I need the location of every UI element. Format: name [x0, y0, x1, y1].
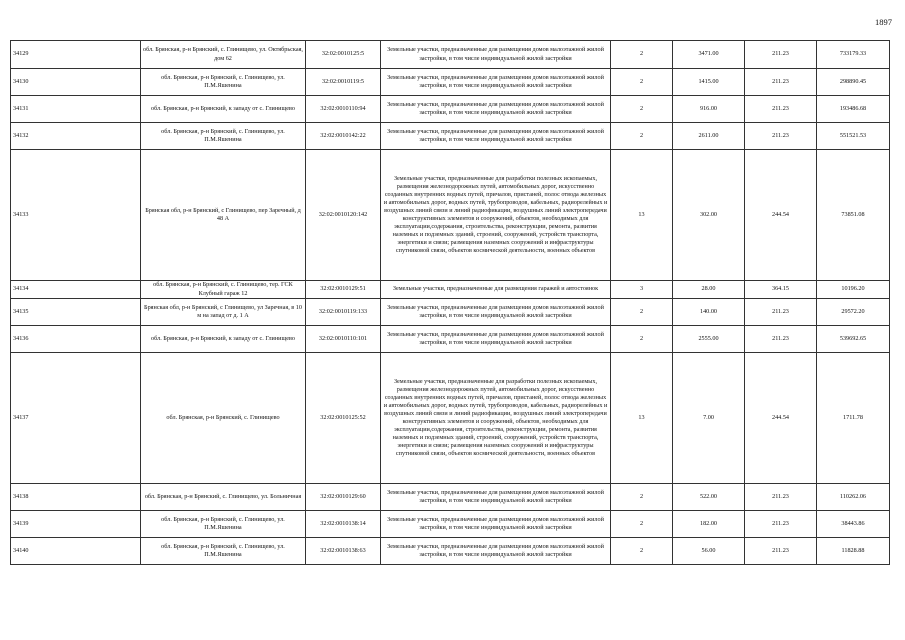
- address-cell: обл. Брянская, р-н Брянский, с. Глинищево, ул. Октябрьская, дом 62: [141, 41, 306, 69]
- address-cell: Брянская обл, р-н Брянский, с Глинищево, ул Заречная, в 10 м на запад от д. 1 А: [141, 299, 306, 326]
- specific-value-cell: 211.23: [745, 41, 817, 69]
- cadastral-value-table: [10, 40, 890, 565]
- address-cell: обл. Брянская, р-н Брянский, с. Глинищево, ул. П.М.Яшенина: [141, 511, 306, 538]
- land-use-cell: Земельные участки, предназначенные для размещения домов малоэтажной жилой застройки, в том числе индивидуальной жилой застройки: [381, 299, 611, 326]
- cadastral-number-cell: 32:02:0010138:63: [306, 538, 381, 565]
- cadastral-number-cell: 32:02:0010120:142: [306, 150, 381, 281]
- use-group-code-cell: 2: [611, 511, 673, 538]
- cadastral-value-cell: 539692.65: [817, 326, 890, 353]
- cadastral-number-cell: 32:02:0010138:14: [306, 511, 381, 538]
- area-cell: 140.00: [673, 299, 745, 326]
- specific-value-cell: 211.23: [745, 299, 817, 326]
- use-group-code-cell: 2: [611, 326, 673, 353]
- row-number: 34139: [11, 511, 141, 538]
- address-cell: обл. Брянская, р-н Брянский, к западу от с. Глинищево: [141, 326, 306, 353]
- cadastral-value-cell: 1711.78: [817, 353, 890, 484]
- land-use-cell: Земельные участки, предназначенные для размещения домов малоэтажной жилой застройки, в том числе индивидуальной жилой застройки: [381, 69, 611, 96]
- row-number: 34130: [11, 69, 141, 96]
- cadastral-number-cell: 32:02:0010110:94: [306, 96, 381, 123]
- area-cell: 916.00: [673, 96, 745, 123]
- use-group-code-cell: 2: [611, 123, 673, 150]
- specific-value-cell: 364.15: [745, 281, 817, 299]
- land-use-cell: Земельные участки, предназначенные для размещения гаражей и автостоянок: [381, 281, 611, 299]
- use-group-code-cell: 13: [611, 150, 673, 281]
- land-use-cell: Земельные участки, предназначенные для размещения домов малоэтажной жилой застройки, в том числе индивидуальной жилой застройки: [381, 484, 611, 511]
- cadastral-number-cell: 32:02:0010129:51: [306, 281, 381, 299]
- row-number: 34135: [11, 299, 141, 326]
- specific-value-cell: 211.23: [745, 123, 817, 150]
- use-group-code-cell: 2: [611, 96, 673, 123]
- address-cell: обл. Брянская, р-н Брянский, с. Глинищево, ул. Больничная: [141, 484, 306, 511]
- specific-value-cell: 211.23: [745, 69, 817, 96]
- land-use-cell: Земельные участки, предназначенные для размещения домов малоэтажной жилой застройки, в том числе индивидуальной жилой застройки: [381, 511, 611, 538]
- use-group-code-cell: 2: [611, 538, 673, 565]
- row-number: 34137: [11, 353, 141, 484]
- cadastral-value-cell: 73851.08: [817, 150, 890, 281]
- table-row: [11, 69, 890, 96]
- cadastral-number-cell: 32:02:0010119:133: [306, 299, 381, 326]
- area-cell: 28.00: [673, 281, 745, 299]
- cadastral-value-cell: 298890.45: [817, 69, 890, 96]
- use-group-code-cell: 2: [611, 484, 673, 511]
- use-group-code-cell: 13: [611, 353, 673, 484]
- cadastral-number-cell: 32:02:0010129:60: [306, 484, 381, 511]
- table-row: [11, 96, 890, 123]
- table-row: [11, 123, 890, 150]
- land-use-cell: Земельные участки, предназначенные для размещения домов малоэтажной жилой застройки, в том числе индивидуальной жилой застройки: [381, 538, 611, 565]
- address-cell: обл. Брянская, р-н Брянский, с. Глинищево, ул. П.М.Яшенина: [141, 123, 306, 150]
- use-group-code-cell: 3: [611, 281, 673, 299]
- address-cell: обл. Брянская, р-н Брянский, с. Глинищево, ул. П.М.Яшенина: [141, 69, 306, 96]
- area-cell: 1415.00: [673, 69, 745, 96]
- specific-value-cell: 211.23: [745, 484, 817, 511]
- table-row: [11, 326, 890, 353]
- table-row: [11, 281, 890, 299]
- row-number: 34133: [11, 150, 141, 281]
- specific-value-cell: 211.23: [745, 511, 817, 538]
- area-cell: 2611.00: [673, 123, 745, 150]
- row-number: 34138: [11, 484, 141, 511]
- area-cell: 522.00: [673, 484, 745, 511]
- specific-value-cell: 211.23: [745, 538, 817, 565]
- cadastral-value-cell: 29572.20: [817, 299, 890, 326]
- specific-value-cell: 244.54: [745, 150, 817, 281]
- row-number: 34129: [11, 41, 141, 69]
- area-cell: 302.00: [673, 150, 745, 281]
- row-number: 34132: [11, 123, 141, 150]
- table-row: [11, 484, 890, 511]
- cadastral-number-cell: 32:02:0010125:52: [306, 353, 381, 484]
- land-use-cell: Земельные участки, предназначенные для разработки полезных ископаемых, размещения железнодорожных путей, автомобильных дорог, искусственно созданных внутренних водных путей, причалов, пристаней, полос отвода железных и автомобильных дорог, водных путей, трубопроводов, кабельных, радиорелейных и воздушных линий связи и линий радиофикации, воздушных линий электропередачи конструктивных элементов и сооружений, объектов, необходимых для эксплуатации,содержания, строительства, реконструкции, ремонта, развития наземных и подземных зданий, строений, сооружений, устройств транспорта, энергетики и связи; размещения наземных сооружений и инфраструктуры спутниковой связи, объектов космической деятельности, военных объектов: [381, 150, 611, 281]
- cadastral-value-cell: 193486.68: [817, 96, 890, 123]
- row-number: 34134: [11, 281, 141, 299]
- area-cell: 182.00: [673, 511, 745, 538]
- land-use-cell: Земельные участки, предназначенные для размещения домов малоэтажной жилой застройки, в том числе индивидуальной жилой застройки: [381, 123, 611, 150]
- cadastral-number-cell: 32:02:0010125:5: [306, 41, 381, 69]
- cadastral-value-cell: 10196.20: [817, 281, 890, 299]
- row-number: 34136: [11, 326, 141, 353]
- address-cell: обл. Брянская, р-н Брянский, с. Глинищево, ул. П.М.Яшенина: [141, 538, 306, 565]
- cadastral-value-cell: 733179.33: [817, 41, 890, 69]
- cadastral-value-cell: 11828.88: [817, 538, 890, 565]
- land-use-cell: Земельные участки, предназначенные для размещения домов малоэтажной жилой застройки, в том числе индивидуальной жилой застройки: [381, 326, 611, 353]
- table-row: [11, 150, 890, 281]
- cadastral-value-cell: 110262.06: [817, 484, 890, 511]
- land-use-cell: Земельные участки, предназначенные для размещения домов малоэтажной жилой застройки, в том числе индивидуальной жилой застройки: [381, 96, 611, 123]
- page-number: 1897: [875, 17, 892, 27]
- cadastral-value-cell: 551521.53: [817, 123, 890, 150]
- table-row: [11, 538, 890, 565]
- land-use-cell: Земельные участки, предназначенные для разработки полезных ископаемых, размещения железнодорожных путей, автомобильных дорог, искусственно созданных внутренних водных путей, причалов, пристаней, полос отвода железных и автомобильных дорог, водных путей, трубопроводов, кабельных, радиорелейных и воздушных линий связи и линий радиофикации, воздушных линий электропередачи конструктивных элементов и сооружений, объектов, необходимых для эксплуатации,содержания, строительства, реконструкции, ремонта, развития наземных и подземных зданий, строений, сооружений, устройств транспорта, энергетики и связи; размещения наземных сооружений и инфраструктуры спутниковой связи, объектов космической деятельности, военных объектов: [381, 353, 611, 484]
- land-use-cell: Земельные участки, предназначенные для размещения домов малоэтажной жилой застройки, в том числе индивидуальной жилой застройки: [381, 41, 611, 69]
- table-row: [11, 299, 890, 326]
- use-group-code-cell: 2: [611, 69, 673, 96]
- table-row: [11, 511, 890, 538]
- address-cell: обл. Брянская, р-н Брянский, с. Глинищево: [141, 353, 306, 484]
- table-row: [11, 41, 890, 69]
- specific-value-cell: 211.23: [745, 96, 817, 123]
- address-cell: обл. Брянская, р-н Брянский, с. Глинищево, тер. ГСК Клубный гараж 12: [141, 281, 306, 299]
- area-cell: 7.00: [673, 353, 745, 484]
- area-cell: 2555.00: [673, 326, 745, 353]
- specific-value-cell: 244.54: [745, 353, 817, 484]
- area-cell: 56.00: [673, 538, 745, 565]
- use-group-code-cell: 2: [611, 41, 673, 69]
- address-cell: Брянская обл, р-н Брянский, с Глинищево, пер Заречный, д 48 А: [141, 150, 306, 281]
- cadastral-number-cell: 32:02:0010119:5: [306, 69, 381, 96]
- use-group-code-cell: 2: [611, 299, 673, 326]
- table-row: [11, 353, 890, 484]
- cadastral-value-cell: 38443.86: [817, 511, 890, 538]
- specific-value-cell: 211.23: [745, 326, 817, 353]
- area-cell: 3471.00: [673, 41, 745, 69]
- row-number: 34131: [11, 96, 141, 123]
- cadastral-number-cell: 32:02:0010110:101: [306, 326, 381, 353]
- table-body: [11, 41, 890, 565]
- row-number: 34140: [11, 538, 141, 565]
- cadastral-number-cell: 32:02:0010142:22: [306, 123, 381, 150]
- address-cell: обл. Брянская, р-н Брянский, к западу от с. Глинищево: [141, 96, 306, 123]
